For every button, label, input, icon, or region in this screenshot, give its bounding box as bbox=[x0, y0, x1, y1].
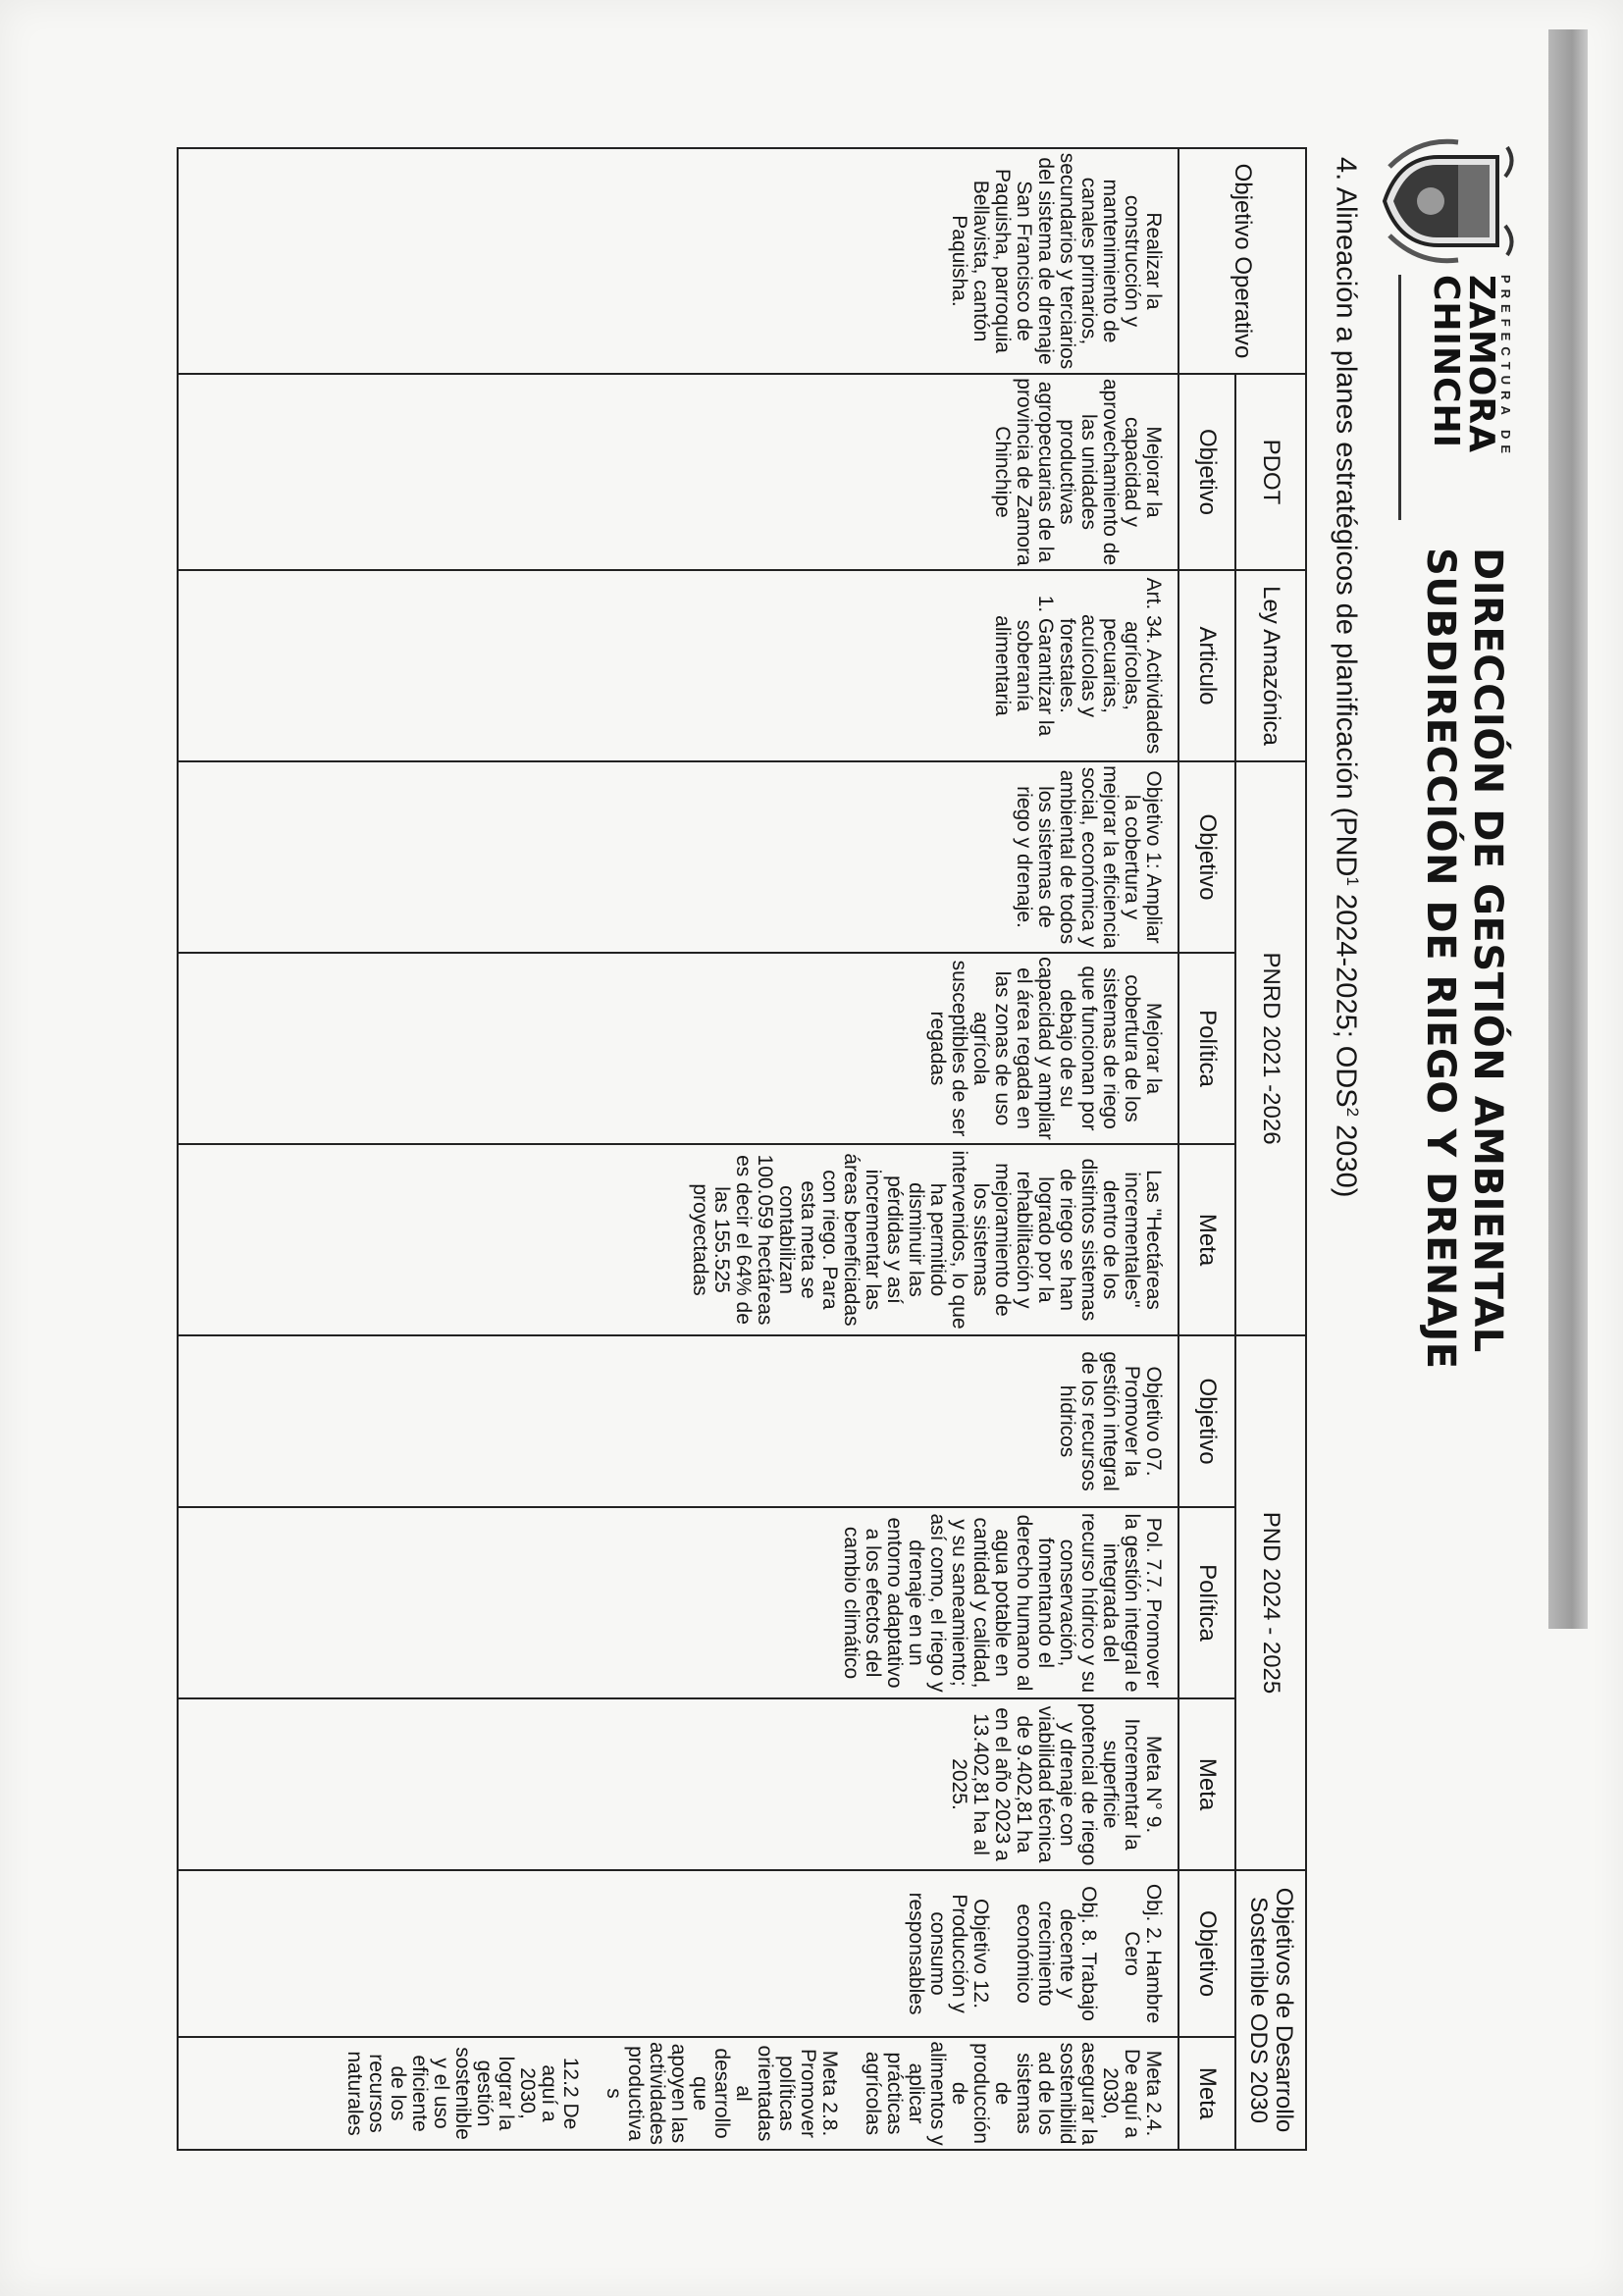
cell-pdot-objetivo bbox=[178, 374, 1178, 570]
cell-pnrd-objetivo-text: Objetivo 1: Ampliar la cobertura y mejorar la eficiencia social, económica y ambiental de todos los sistemas de riego y drenaje. bbox=[1013, 765, 1165, 949]
section-title-mid: 2024-2025; ODS bbox=[1330, 885, 1362, 1108]
cell-ley-articulo-text: Art. 34. Actividades agrícolas, pecuarias, acuícolas y forestales. 1. Garantizar la soberanía alimentaria bbox=[991, 577, 1165, 755]
cell-ods-objetivo bbox=[178, 1870, 1178, 2037]
subheader-pnd-meta: Meta bbox=[1178, 1698, 1235, 1870]
alignment-table bbox=[177, 147, 1307, 2151]
cell-ley-articulo bbox=[178, 570, 1178, 761]
rotated-sheet bbox=[249, 137, 1525, 2178]
header-objetivo-operativo: Objetivo Operativo bbox=[1178, 148, 1306, 374]
cell-pnrd-politica bbox=[178, 953, 1178, 1144]
cell-objetivo-operativo bbox=[178, 148, 1178, 374]
header-ods: Objetivos de Desarrollo Sostenible ODS 2030 bbox=[1235, 1870, 1306, 2150]
cell-pnrd-meta bbox=[178, 1144, 1178, 1335]
brand-divider bbox=[1398, 275, 1401, 520]
subheader-ley-articulo: Articulo bbox=[1178, 570, 1235, 761]
section-title bbox=[1329, 157, 1362, 2021]
subheader-ods-meta: Meta bbox=[1178, 2037, 1235, 2150]
cell-objetivo-operativo-text: Realizar la construcción y mantenimiento de canales primarios, secundarios y terciarios del sistema de drenaje San Francisco de Paquisha, parroquia Bellavista, cantón Paquisha. bbox=[948, 152, 1165, 370]
cell-pnd-objetivo-text: Objetivo 07. Promover la gestión integral de los recursos hídricos bbox=[1056, 1351, 1165, 1491]
brand-prefix: PREFECTURA DE bbox=[1498, 275, 1513, 460]
cell-pnd-politica bbox=[178, 1507, 1178, 1698]
subheader-pnd-politica: Política bbox=[1178, 1507, 1235, 1698]
cell-pdot-objetivo-text: Mejorar la capacidad y aprovechamiento de las unidades productivas agropecuarias de la provincia de Zamora Chinchipe bbox=[991, 378, 1165, 566]
cell-pnd-meta bbox=[178, 1698, 1178, 1870]
cell-pnd-politica-text: Pol. 7.7. Promover la gestión integral e integrada del recurso hídrico y su conservación, fomentando el derecho humano al agua potable en cantidad y calidad, y su saneamiento; así como, el riego y drenaje en un entorno adaptativo a los efectos del cambio climático bbox=[840, 1512, 1165, 1694]
cell-pnrd-politica-text: Mejorar la cobertura de los sistemas de riego que funcionan por debajo de su capacidad y ampliar el área regada en las zonas de uso agrícola susceptibles de ser regadas bbox=[926, 957, 1165, 1140]
brand-chinchi: CHINCHI bbox=[1426, 275, 1466, 449]
subheader-pnd-objetivo: Objetivo bbox=[1178, 1335, 1235, 1507]
header-sub-row bbox=[1178, 148, 1235, 2150]
scanner-shadow bbox=[1548, 29, 1588, 1629]
header-pnrd: PNRD 2021 -2026 bbox=[1235, 761, 1306, 1335]
table-row bbox=[178, 148, 1178, 2150]
cell-pnd-objetivo bbox=[178, 1335, 1178, 1507]
header-pnd: PND 2024 - 2025 bbox=[1235, 1335, 1306, 1870]
alignment-table-wrapper bbox=[177, 147, 1307, 2149]
subheader-pnrd-politica: Política bbox=[1178, 953, 1235, 1144]
footnote-ref-1: 1 bbox=[1343, 876, 1362, 886]
header-pdot: PDOT bbox=[1235, 374, 1306, 570]
cell-pnrd-meta-text: Las "Hectáreas incrementales" dentro de los distintos sistemas de riego se han logrado por la rehabilitación y mejoramiento de los sistemas intervenidos, lo que ha permitido disminuir las pérdidas y así incrementar las áreas beneficiadas con riego. Para esta meta se contabilizan 100.059 hectáreas es decir el 64% de las 155.525 proyectadas bbox=[689, 1150, 1165, 1330]
cell-ods-meta-text: Meta 2.4. De aquí a 2030, asegurar la sostenibilidad de los sistemas de producción de alimentos y aplicar prácticas agrícolas Meta 2.8. Promover políticas orientadas al desarrollo que apoyen las actividades productivas 12.2 De aquí a 2030, lograr la gestión sostenible y el uso eficiente de los recursos naturales bbox=[343, 2041, 1165, 2146]
header-group-row bbox=[1235, 148, 1306, 2150]
header-ley-amazonica: Ley Amazónica bbox=[1235, 570, 1306, 761]
section-title-suffix: 2030) bbox=[1330, 1117, 1362, 1198]
subheader-pnrd-meta: Meta bbox=[1178, 1144, 1235, 1335]
cell-pnd-meta-text: Meta N° 9. Incrementar la superficie potencial de riego y drenaje con viabilidad técnica de 9.402,81 ha en el año 2023 a 13.402,81 ha al 2025. bbox=[948, 1702, 1165, 1866]
prefecture-crest-logo bbox=[1380, 137, 1517, 265]
department-heading bbox=[1417, 548, 1511, 1725]
cell-pnrd-objetivo bbox=[178, 761, 1178, 953]
prefecture-brand bbox=[1428, 275, 1513, 510]
subheader-pnrd-objetivo: Objetivo bbox=[1178, 761, 1235, 953]
brand-zamora: ZAMORA bbox=[1461, 275, 1501, 453]
direction-title: DIRECCIÓN DE GESTIÓN AMBIENTAL bbox=[1465, 548, 1510, 1353]
letterhead bbox=[1378, 137, 1525, 2178]
subdirection-title: SUBDIRECCIÓN DE RIEGO Y DRENAJE bbox=[1418, 548, 1463, 1370]
subheader-pdot-objetivo: Objetivo bbox=[1178, 374, 1235, 570]
section-title-prefix: 4. Alineación a planes estratégicos de planificación (PND bbox=[1330, 157, 1362, 877]
cell-ods-meta bbox=[178, 2037, 1178, 2150]
footnote-ref-2: 2 bbox=[1343, 1107, 1362, 1118]
subheader-ods-objetivo: Objetivo bbox=[1178, 1870, 1235, 2037]
cell-ods-objetivo-text: Obj. 2. Hambre Cero Obj. 8. Trabajo decente y crecimiento económico Objetivo 12. Producción y consumo responsables bbox=[905, 1883, 1165, 2024]
